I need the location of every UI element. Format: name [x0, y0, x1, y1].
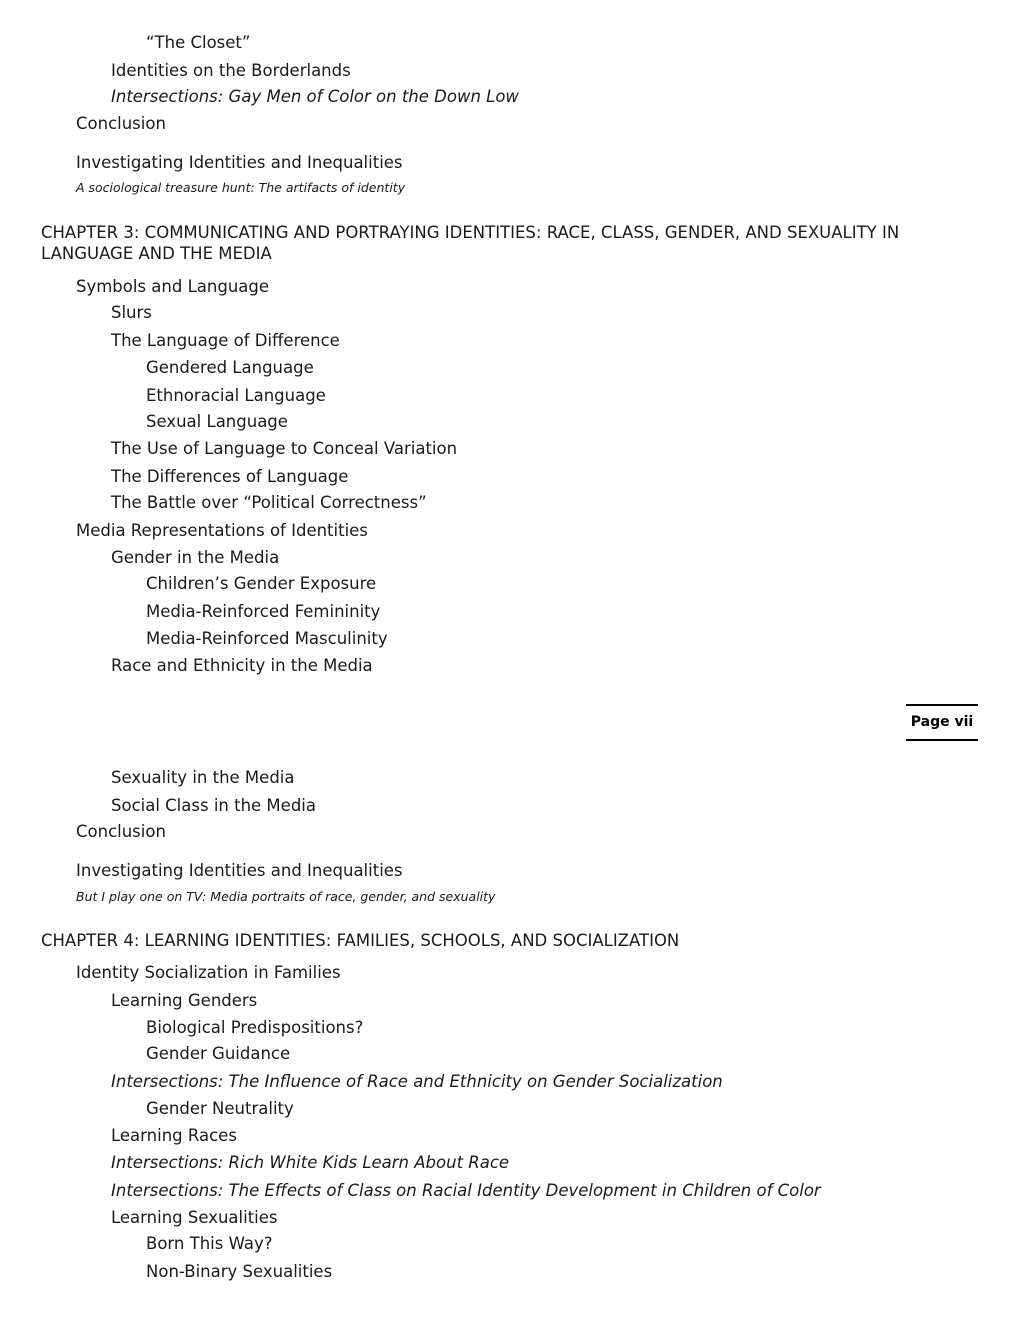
toc-entry: Social Class in the Media — [111, 796, 316, 815]
toc-entry: Sexual Language — [146, 412, 288, 431]
toc-activity: A sociological treasure hunt: The artifacts of identity — [76, 180, 406, 195]
page-number-marker: Page vii — [906, 704, 978, 741]
toc-entry-intersections: Intersections: Rich White Kids Learn About Race — [111, 1153, 510, 1172]
toc-entry-intersections: Intersections: The Influence of Race and Ethnicity on Gender Socialization — [111, 1072, 723, 1091]
toc-entry: Gender Guidance — [146, 1044, 291, 1063]
toc-entry: Conclusion — [76, 822, 166, 841]
toc-entry: Biological Predispositions? — [146, 1018, 364, 1037]
toc-entry: Ethnoracial Language — [146, 386, 326, 405]
toc-entry: Non-Binary Sexualities — [146, 1262, 333, 1281]
chapter-3-title: CHAPTER 3: COMMUNICATING AND PORTRAYING IDENTITIES: RACE, CLASS, GENDER, AND SEXUALITY IN LANGUAGE AND THE MEDIA — [41, 223, 900, 263]
toc-entry-intersections: Intersections: Gay Men of Color on the Down Low — [111, 87, 519, 106]
toc-entry: Learning Genders — [111, 991, 258, 1010]
toc-entry: Media-Reinforced Femininity — [146, 602, 381, 621]
toc-entry: Race and Ethnicity in the Media — [111, 656, 373, 675]
toc-entry: The Use of Language to Conceal Variation — [111, 439, 458, 458]
toc-entry: Symbols and Language — [76, 277, 270, 296]
toc-entry: Identity Socialization in Families — [76, 963, 341, 982]
toc-entry: Gendered Language — [146, 358, 314, 377]
toc-entry: Gender in the Media — [111, 548, 280, 567]
toc-entry: Investigating Identities and Inequalities — [76, 153, 403, 172]
toc-entry: The Battle over “Political Correctness” — [111, 493, 427, 512]
toc-entry: Conclusion — [76, 114, 166, 133]
chapter-4-title: CHAPTER 4: LEARNING IDENTITIES: FAMILIES, SCHOOLS, AND SOCIALIZATION — [41, 931, 680, 950]
toc-entry: Sexuality in the Media — [111, 768, 295, 787]
toc-entry: Media-Reinforced Masculinity — [146, 629, 388, 648]
toc-entry: The Differences of Language — [111, 467, 349, 486]
toc-entry: Investigating Identities and Inequalities — [76, 861, 403, 880]
toc-entry: Gender Neutrality — [146, 1099, 294, 1118]
toc-entry: Children’s Gender Exposure — [146, 574, 377, 593]
toc-activity: But I play one on TV: Media portraits of race, gender, and sexuality — [76, 889, 496, 904]
toc-entry: Media Representations of Identities — [76, 521, 368, 540]
toc-entry: The Language of Difference — [111, 331, 340, 350]
toc-entry: Identities on the Borderlands — [111, 61, 351, 80]
toc-entry-intersections: Intersections: The Effects of Class on Racial Identity Development in Children of Color — [111, 1181, 821, 1200]
toc-entry: Born This Way? — [146, 1234, 273, 1253]
toc-entry: Slurs — [111, 303, 152, 322]
toc-entry: Learning Races — [111, 1126, 237, 1145]
toc-entry: Learning Sexualities — [111, 1208, 278, 1227]
toc-entry: “The Closet” — [146, 33, 251, 52]
